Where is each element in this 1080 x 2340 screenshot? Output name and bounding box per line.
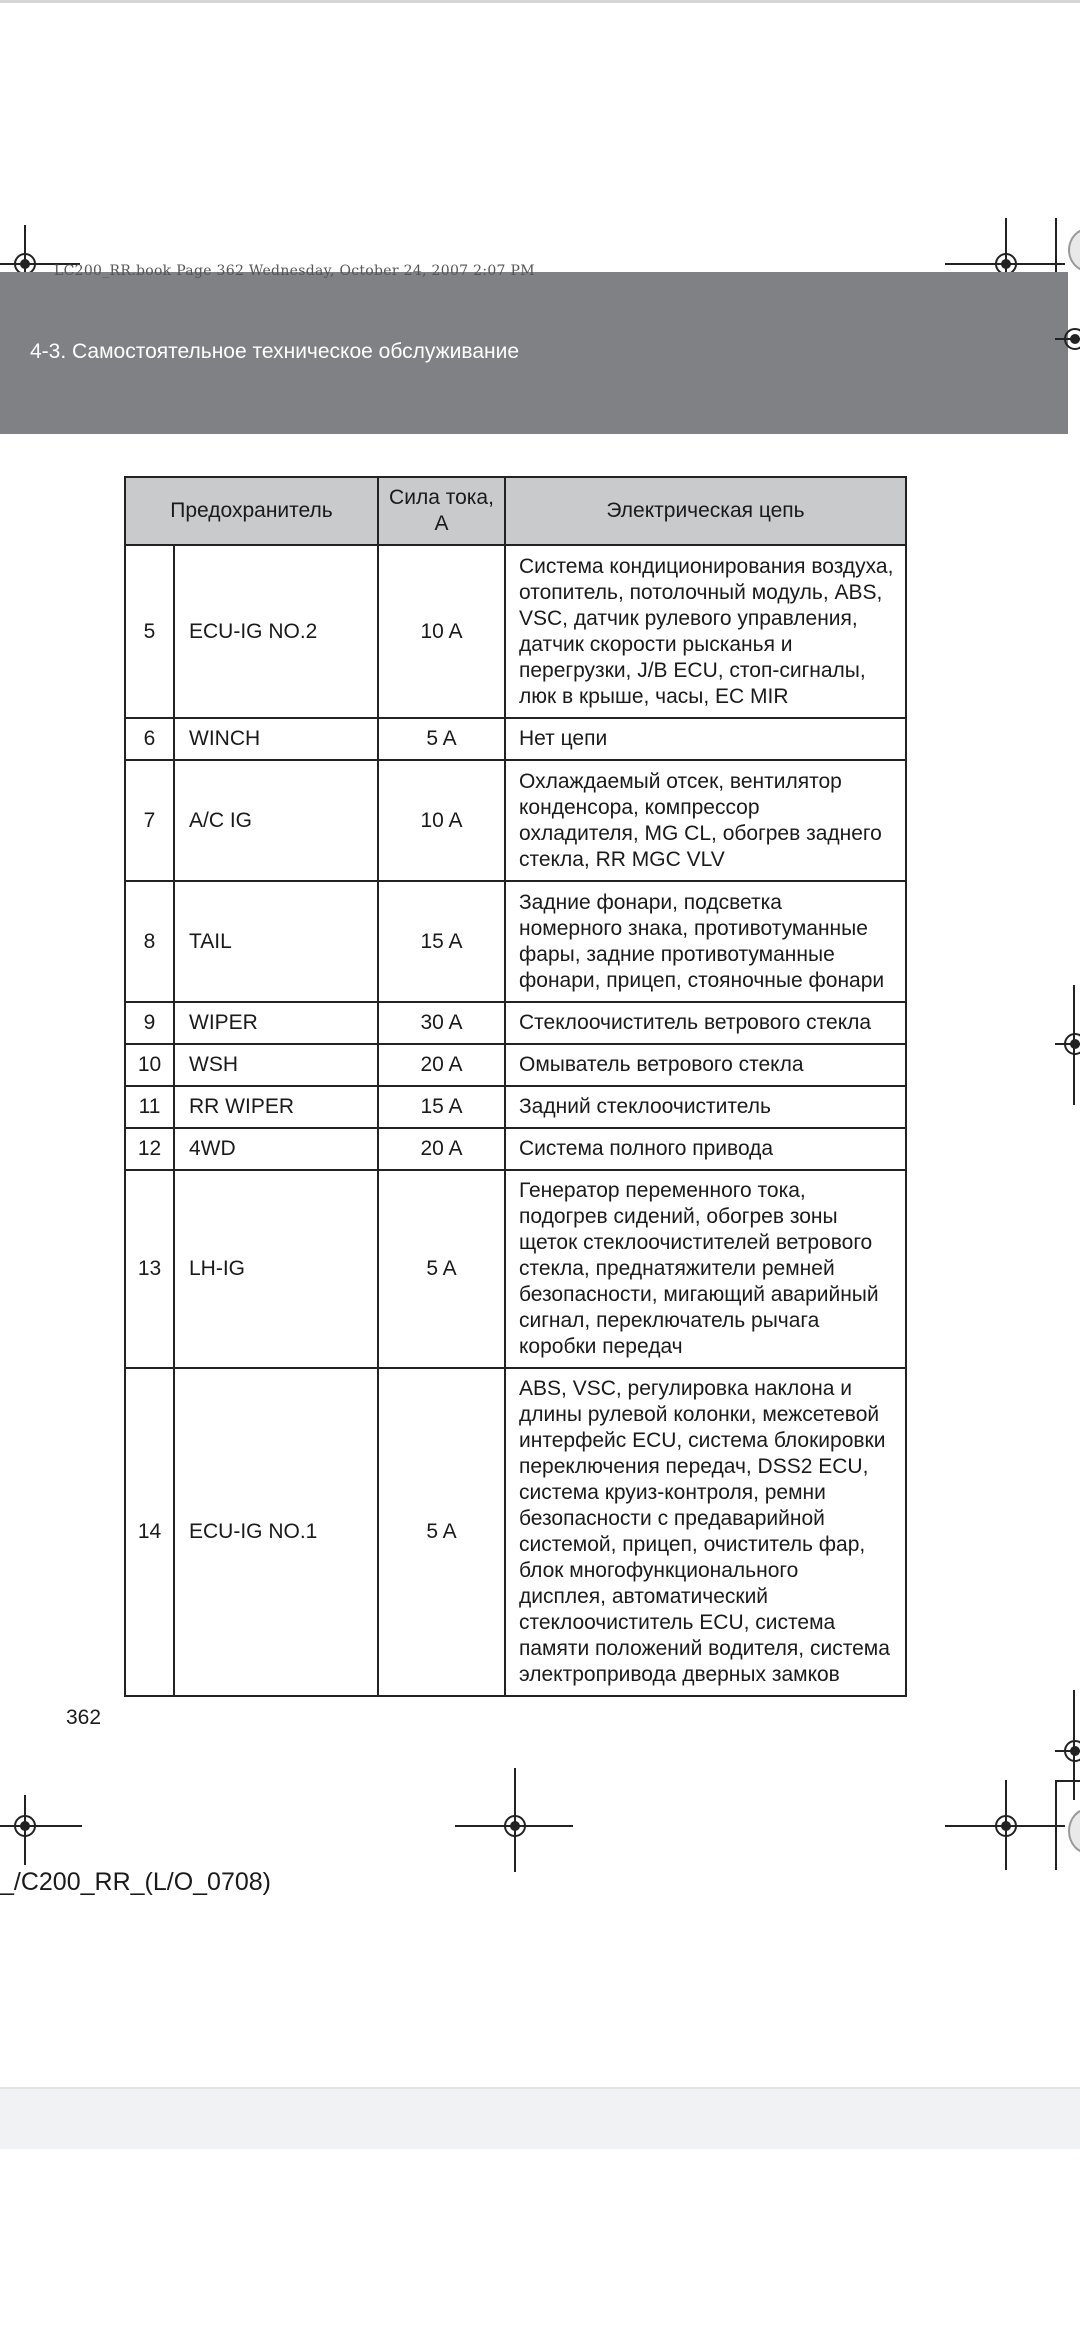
top-border [0,0,1080,3]
crop-mark-line [1055,1780,1057,1870]
fuse-name: 4WD [174,1128,378,1170]
column-header-current: Сила тока, А [378,477,505,545]
fuse-amperage: 15 A [378,881,505,1002]
table-header-row [125,477,906,545]
crop-mark-line [1055,1780,1080,1782]
column-header-circuit: Электрическая цепь [505,477,906,545]
fuse-amperage: 5 A [378,1368,505,1696]
fuse-number: 10 [125,1044,174,1086]
fuse-number: 12 [125,1128,174,1170]
fuse-amperage: 5 A [378,1170,505,1368]
table-row [125,1086,906,1128]
fuse-number: 6 [125,718,174,760]
fuse-amperage: 10 A [378,760,505,881]
fuse-name: A/C IG [174,760,378,881]
table-row [125,718,906,760]
fuse-number: 5 [125,545,174,718]
fuse-name: WIPER [174,1002,378,1044]
fuse-amperage: 20 A [378,1128,505,1170]
registration-mark-icon [1064,328,1080,350]
fuse-circuit: Генератор переменного тока, подогрев сидений, обогрев зоны щеток стеклоочистителей ветрового стекла, преднатяжители ремней безопасности, мигающий аварийный сигнал, переключатель рычага коробки передач [505,1170,906,1368]
registration-mark-icon [14,1815,36,1837]
fuse-name: WINCH [174,718,378,760]
fuse-name: ECU-IG NO.1 [174,1368,378,1696]
viewer-bottom-strip [0,2087,1080,2149]
fuse-table [124,476,907,1697]
registration-mark-icon [1064,1740,1080,1762]
fuse-name: RR WIPER [174,1086,378,1128]
table-row [125,1128,906,1170]
fuse-amperage: 30 A [378,1002,505,1044]
registration-mark-icon [1064,1033,1080,1055]
table-row [125,1368,906,1696]
fuse-number: 11 [125,1086,174,1128]
fuse-number: 14 [125,1368,174,1696]
fuse-name: ECU-IG NO.2 [174,545,378,718]
fuse-amperage: 10 A [378,545,505,718]
fuse-circuit: Охлаждаемый отсек, вентилятор конденсора, компрессор охладителя, MG CL, обогрев заднего стекла, RR MGC VLV [505,760,906,881]
crop-mark-line [0,1825,82,1827]
section-title: 4-3. Самостоятельное техническое обслуживание [30,340,520,363]
registration-mark-icon [504,1815,526,1837]
fuse-name: LH-IG [174,1170,378,1368]
table-row [125,760,906,881]
page-number: 362 [66,1706,102,1729]
fuse-number: 9 [125,1002,174,1044]
table-row [125,1170,906,1368]
footer-book-code: _/C200_RR_(L/O_0708) [0,1868,271,1896]
fuse-circuit: Задний стеклоочиститель [505,1086,906,1128]
fuse-name: WSH [174,1044,378,1086]
registration-mark-icon [995,1815,1017,1837]
fuse-number: 7 [125,760,174,881]
fuse-circuit: ABS, VSC, регулировка наклона и длины рулевой колонки, межсетевой интерфейс ECU, система блокировки переключения передач, DSS2 ECU, система круиз-контроля, ремни безопасности с предаварийной системой, прицеп, очиститель фар, блок многофункционального дисплея, автоматический стеклоочиститель ECU, система памяти положений водителя, система электропривода дверных замков [505,1368,906,1696]
fuse-circuit: Омыватель ветрового стекла [505,1044,906,1086]
corner-circle-icon [1068,228,1080,272]
fuse-circuit: Система полного привода [505,1128,906,1170]
fuse-circuit: Система кондиционирования воздуха, отопитель, потолочный модуль, ABS, VSC, датчик рулевого управления, датчик скорости рысканья и перегрузки, J/B ECU, стоп-сигналы, люк в крыше, часы, EC MIR [505,545,906,718]
section-header-band [0,272,1068,434]
table-row [125,545,906,718]
book-header-info: LC200_RR.book Page 362 Wednesday, October 24, 2007 2:07 PM [54,263,535,279]
fuse-circuit: Задние фонари, подсветка номерного знака, противотуманные фары, задние противотуманные фонари, прицеп, стояночные фонари [505,881,906,1002]
corner-circle-icon [1068,1808,1080,1854]
table-row [125,881,906,1002]
table-row [125,1002,906,1044]
fuse-circuit: Нет цепи [505,718,906,760]
fuse-amperage: 5 A [378,718,505,760]
column-header-fuse: Предохранитель [125,477,378,545]
fuse-name: TAIL [174,881,378,1002]
fuse-circuit: Стеклоочиститель ветрового стекла [505,1002,906,1044]
fuse-amperage: 15 A [378,1086,505,1128]
fuse-number: 8 [125,881,174,1002]
fuse-amperage: 20 A [378,1044,505,1086]
table-row [125,1044,906,1086]
fuse-number: 13 [125,1170,174,1368]
